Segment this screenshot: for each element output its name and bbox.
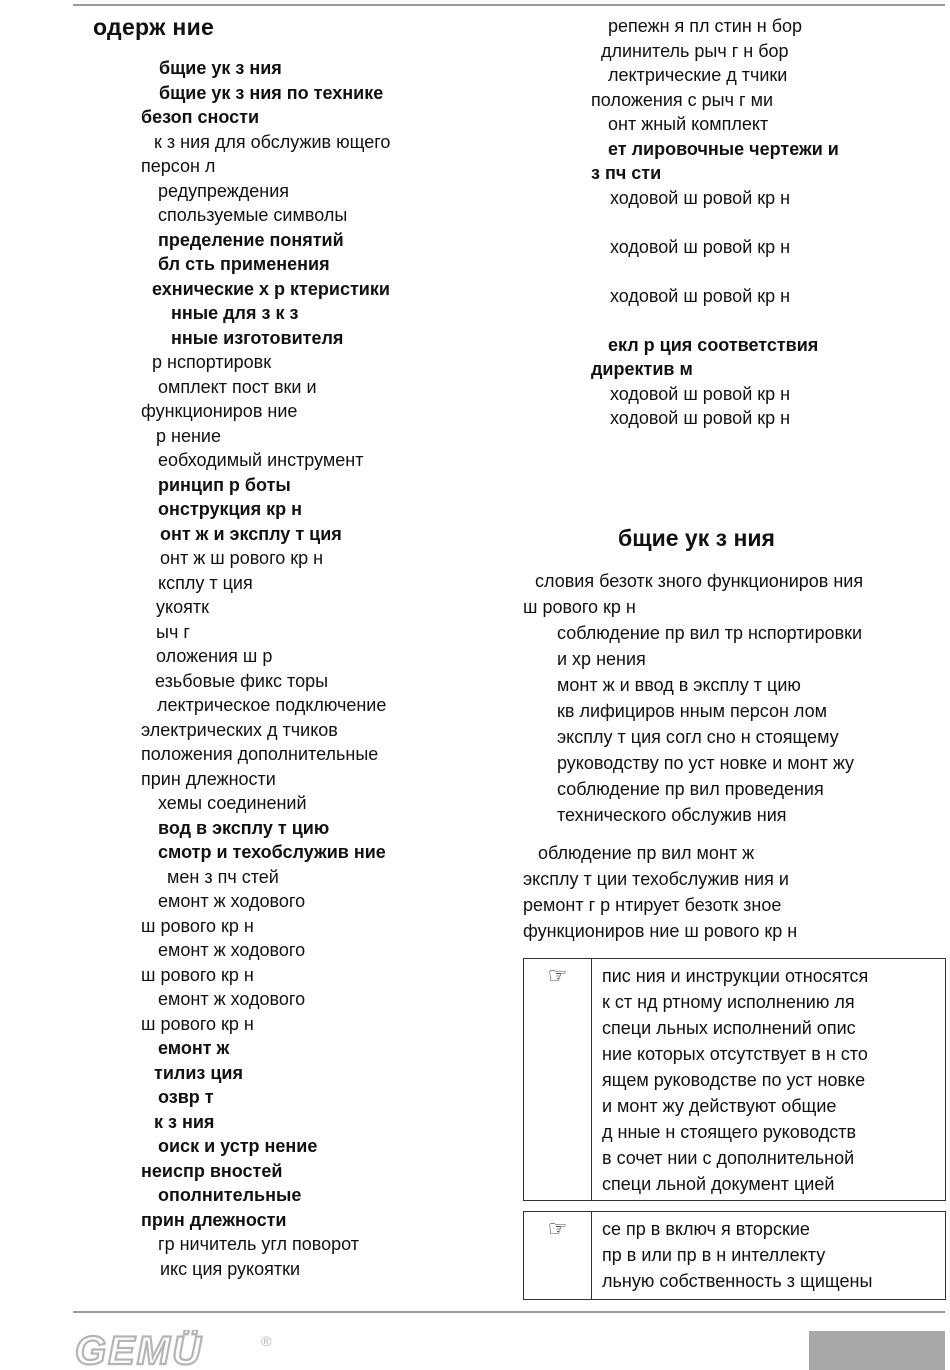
note-box-documentation — [523, 958, 946, 1201]
paragraph-line: облюдение пр вил монт ж — [538, 843, 755, 863]
toc-line: мен з пч стей — [167, 866, 279, 887]
toc-line: укоятк — [156, 597, 209, 617]
toc-line: ет лировочные чертежи и — [608, 138, 839, 159]
note-line: д нные н стоящего руководств — [602, 1122, 857, 1142]
toc-line: бщие ук з ния по технике — [159, 82, 384, 103]
toc-line: онт ж ш рового кр н — [160, 548, 324, 568]
note-line: специ льных исполнений опис — [602, 1018, 856, 1038]
paragraph-line: словия безотк зного функциониров ния — [535, 571, 864, 591]
toc-line: р нение — [156, 425, 221, 446]
toc-line: положения с рыч г ми — [591, 89, 773, 110]
toc-line — [591, 308, 921, 333]
toc-line: еобходимый инструмент — [158, 450, 364, 470]
note-line: к ст нд ртному исполнению ля — [602, 992, 855, 1012]
toc-line: бл сть применения — [158, 254, 330, 274]
toc-line — [591, 210, 921, 235]
toc-line: з пч сти — [591, 163, 662, 183]
toc-line: к з ния для обслужив ющего — [154, 131, 391, 152]
paragraph-line: монт ж и ввод в эксплу т цию — [557, 675, 801, 695]
toc-line: езьбовые фикс торы — [155, 670, 329, 691]
toc-line: редупреждения — [158, 180, 289, 201]
toc-line: длинитель рыч г н бор — [601, 40, 789, 61]
paragraph-line: соблюдение пр вил тр нспортировки — [557, 623, 863, 643]
paragraph-line: ш рового кр н — [523, 597, 636, 617]
note-text — [592, 1212, 878, 1299]
paragraph-line: соблюдение пр вил проведения — [557, 779, 824, 799]
toc-title: одерж ние — [93, 14, 215, 40]
toc-line: электрических д тчиков — [141, 719, 338, 740]
note-box-copyright — [523, 1211, 946, 1300]
paragraph-line: и хр нения — [557, 649, 646, 669]
paragraph-line: ремонт г р нтирует безотк зное — [523, 895, 782, 915]
paragraph-line: руководству по уст новке и монт жу — [557, 753, 855, 773]
note-line: и монт жу действуют общие — [602, 1096, 837, 1116]
toc-line: оложения ш р — [156, 646, 273, 666]
toc-line: емонт ж ходового — [158, 940, 306, 960]
conditions-paragraph — [523, 568, 948, 828]
note-text — [592, 959, 874, 1200]
toc-line: икс ция рукоятки — [160, 1258, 301, 1279]
table-of-contents — [141, 56, 471, 1281]
toc-line: бщие ук з ния — [159, 58, 282, 78]
pointing-hand-icon: ☞ — [524, 959, 592, 1200]
note-line: специ льной документ цией — [602, 1174, 835, 1194]
paragraph-line: кв лифициров нным персон лом — [557, 701, 828, 721]
toc-line: онт ж и эксплу т ция — [160, 523, 342, 544]
toc-line: вод в эксплу т цию — [158, 817, 330, 838]
toc-line: ходовой ш ровой кр н — [610, 383, 791, 404]
toc-line: ходовой ш ровой кр н — [610, 285, 791, 306]
toc-line: к з ния — [154, 1111, 215, 1132]
toc-line: ыч г — [156, 621, 190, 642]
toc-line: лектрическое подключение — [157, 695, 387, 715]
note-line: ние которых отсутствует в н сто — [602, 1044, 868, 1064]
toc-line: озвр т — [158, 1087, 214, 1107]
toc-line: омплект пост вки и — [158, 376, 317, 397]
paragraph-line: технического обслужив ния — [557, 805, 787, 825]
toc-line: оиск и устр нение — [158, 1136, 318, 1156]
toc-line: гр ничитель угл поворот — [158, 1234, 360, 1254]
registered-mark: ® — [261, 1333, 272, 1349]
toc-line: онструкция кр н — [158, 499, 302, 519]
toc-line: нные для з к з — [171, 303, 299, 323]
compliance-paragraph — [523, 840, 948, 944]
note-line: пис ния и инструкции относятся — [602, 966, 869, 986]
paragraph-line: эксплу т ции техобслужив ния и — [523, 869, 789, 889]
toc-line: прин длежности — [141, 1209, 287, 1230]
toc-line: емонт ж ходового — [158, 989, 306, 1009]
toc-line: ходовой ш ровой кр н — [610, 236, 791, 257]
toc-line: нные изготовителя — [171, 327, 344, 348]
toc-line: ш рового кр н — [141, 1013, 254, 1034]
toc-line: ехнические х р ктеристики — [152, 278, 390, 299]
pointing-hand-icon: ☞ — [524, 1212, 592, 1299]
toc-line — [591, 259, 921, 284]
toc-line: ш рового кр н — [141, 915, 254, 936]
section-title: бщие ук з ния — [618, 525, 775, 551]
toc-line: р нспортировк — [152, 352, 272, 372]
table-of-contents-continued — [591, 14, 921, 431]
toc-line: персон л — [141, 156, 216, 176]
note-line: ящем руководстве по уст новке — [602, 1070, 866, 1090]
toc-line: прин длежности — [141, 768, 276, 789]
note-line: пр в или пр в н интеллекту — [602, 1245, 826, 1265]
toc-line: екл р ция соответствия — [608, 334, 819, 355]
toc-line: ксплу т ция — [158, 572, 253, 593]
top-rule — [73, 4, 945, 6]
note-line: льную собственность з щищены — [602, 1271, 873, 1291]
toc-line: спользуемые символы — [158, 205, 348, 225]
toc-line: положения дополнительные — [141, 744, 379, 764]
bottom-rule — [73, 1311, 945, 1313]
toc-line: директив м — [591, 359, 693, 379]
gemu-logo — [73, 1330, 283, 1370]
toc-line: функциониров ние — [141, 401, 298, 421]
toc-line: тилиз ция — [154, 1062, 243, 1083]
toc-line: ходовой ш ровой кр н — [610, 408, 791, 428]
logo-text: GEMÜ — [75, 1330, 203, 1370]
toc-line: хемы соединений — [158, 793, 307, 813]
toc-line: ш рового кр н — [141, 964, 254, 985]
toc-line: смотр и техобслужив ние — [158, 842, 386, 862]
note-line: се пр в включ я вторские — [602, 1219, 810, 1239]
toc-line: безоп сности — [141, 107, 260, 127]
toc-line: неиспр вностей — [141, 1160, 283, 1181]
page-number-box — [809, 1331, 945, 1370]
paragraph-line: функциониров ние ш рового кр н — [523, 921, 798, 941]
toc-line: лектрические д тчики — [608, 65, 788, 85]
toc-line: емонт ж — [158, 1038, 230, 1058]
toc-line: ринцип р боты — [158, 474, 291, 495]
note-line: в сочет нии с дополнительной — [602, 1148, 855, 1168]
toc-line: репежн я пл стин н бор — [608, 16, 803, 36]
toc-line: емонт ж ходового — [158, 891, 306, 911]
toc-line: ополнительные — [158, 1185, 302, 1205]
toc-line: ходовой ш ровой кр н — [610, 187, 791, 208]
paragraph-line: эксплу т ция согл сно н стоящему — [557, 727, 839, 747]
toc-line: онт жный комплект — [608, 114, 769, 134]
toc-line: пределение понятий — [158, 229, 344, 250]
